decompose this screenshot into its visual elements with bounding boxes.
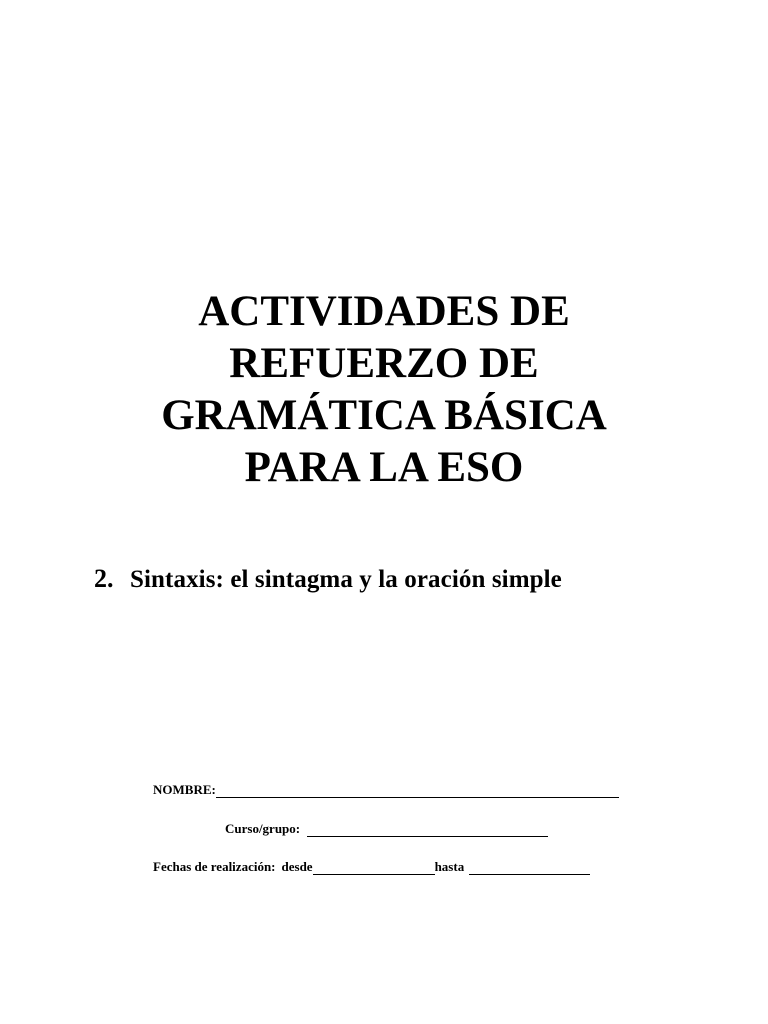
- hasta-blank-line[interactable]: [469, 861, 590, 875]
- section-number: 2.: [94, 564, 114, 593]
- nombre-field: [153, 782, 619, 798]
- section-title: Sintaxis: el sintagma y la oración simple: [130, 566, 562, 593]
- document-title: [0, 286, 768, 494]
- curso-grupo-field: [225, 821, 548, 837]
- title-line-3: GRAMÁTICA BÁSICA: [161, 392, 607, 439]
- hasta-label: hasta: [434, 859, 465, 874]
- curso-grupo-label: Curso/grupo:: [225, 821, 301, 836]
- title-line-1: ACTIVIDADES DE: [198, 288, 570, 335]
- nombre-blank-line[interactable]: [216, 784, 619, 798]
- fechas-field: [153, 859, 590, 875]
- desde-label: desde: [281, 859, 313, 874]
- section-heading: [94, 562, 562, 597]
- fechas-label: Fechas de realización:: [153, 859, 276, 874]
- desde-blank-line[interactable]: [313, 861, 435, 875]
- title-line-4: PARA LA ESO: [244, 444, 524, 491]
- nombre-label: NOMBRE:: [153, 782, 216, 797]
- curso-grupo-blank-line[interactable]: [307, 823, 548, 837]
- title-line-2: REFUERZO DE: [229, 340, 539, 387]
